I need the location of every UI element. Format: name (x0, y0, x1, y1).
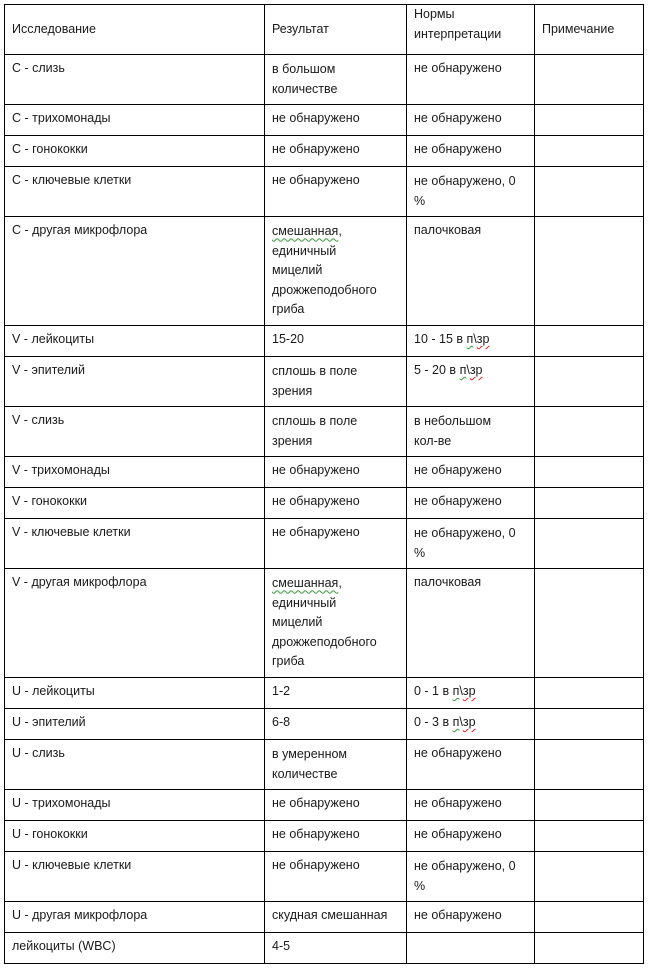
cell-norm (407, 167, 535, 217)
cell-result-text: сплошь в поле зрения (272, 364, 358, 398)
cell-note (535, 740, 644, 790)
cell-note (535, 407, 644, 457)
cell-result (265, 326, 407, 357)
cell-norm-text: палочковая (414, 575, 482, 589)
cell-norm-text: палочковая (414, 223, 482, 237)
cell-result (265, 55, 407, 105)
cell-result-text: не обнаружено (272, 111, 360, 125)
header-note-label: Примечание (542, 21, 615, 36)
cell-result-text: не обнаружено (272, 173, 360, 187)
cell-note (535, 933, 644, 964)
header-result (265, 5, 407, 55)
cell-note (535, 136, 644, 167)
spellcheck-mark: п (452, 715, 460, 729)
table-row (5, 326, 644, 357)
cell-norm (407, 821, 535, 852)
cell-test-text: U - ключевые клетки (12, 858, 132, 872)
cell-result-text: 1-2 (272, 684, 291, 698)
cell-result (265, 740, 407, 790)
cell-test (5, 740, 265, 790)
cell-norm-text: не обнаружено (414, 746, 502, 760)
table-row (5, 740, 644, 790)
cell-norm-text: в небольшом кол-ве (414, 414, 492, 448)
cell-norm-text: не обнаружено, 0 % (414, 174, 516, 208)
cell-note (535, 678, 644, 709)
cell-note (535, 902, 644, 933)
cell-norm (407, 55, 535, 105)
cell-test (5, 852, 265, 902)
header-test (5, 5, 265, 55)
cell-result (265, 407, 407, 457)
cell-norm-text: не обнаружено (414, 61, 502, 75)
cell-result (265, 678, 407, 709)
cell-test (5, 488, 265, 519)
cell-note (535, 217, 644, 326)
spellcheck-mark: зр (476, 332, 490, 346)
table-row (5, 167, 644, 217)
cell-norm (407, 852, 535, 902)
table-row (5, 488, 644, 519)
cell-test-text: V - ключевые клетки (12, 525, 131, 539)
results-table (4, 4, 644, 964)
cell-result-text: не обнаружено (272, 858, 360, 872)
cell-result-text: не обнаружено (272, 142, 360, 156)
cell-test (5, 790, 265, 821)
cell-test-text: V - слизь (12, 413, 65, 427)
cell-norm (407, 740, 535, 790)
cell-test-text: U - трихомонады (12, 796, 111, 810)
cell-norm (407, 790, 535, 821)
header-test-label: Исследование (12, 21, 96, 36)
cell-norm (407, 933, 535, 964)
cell-result-text: в большом количестве (272, 62, 338, 96)
cell-test-text: U - гонококки (12, 827, 88, 841)
spellcheck-mark: смешанная (272, 224, 339, 239)
table-row (5, 105, 644, 136)
cell-result (265, 488, 407, 519)
table-row (5, 790, 644, 821)
cell-norm-text: не обнаружено, 0 % (414, 526, 516, 560)
header-norm (407, 5, 535, 55)
cell-test-text: V - другая микрофлора (12, 575, 147, 589)
cell-note (535, 55, 644, 105)
cell-test-text: U - лейкоциты (12, 684, 95, 698)
cell-norm (407, 105, 535, 136)
cell-note (535, 821, 644, 852)
cell-result (265, 569, 407, 678)
cell-norm (407, 488, 535, 519)
spellcheck-mark: смешанная (272, 576, 339, 591)
table-row (5, 407, 644, 457)
cell-test (5, 569, 265, 678)
cell-result (265, 105, 407, 136)
cell-result-text: 15-20 (272, 332, 304, 346)
cell-result (265, 902, 407, 933)
cell-result (265, 709, 407, 740)
cell-norm (407, 217, 535, 326)
cell-result (265, 852, 407, 902)
table-row (5, 217, 644, 326)
cell-result-text: не обнаружено (272, 796, 360, 810)
cell-test (5, 136, 265, 167)
cell-note (535, 569, 644, 678)
cell-test (5, 457, 265, 488)
table-row (5, 821, 644, 852)
cell-test (5, 167, 265, 217)
cell-test-text: V - эпителий (12, 363, 85, 377)
cell-note (535, 852, 644, 902)
cell-test (5, 357, 265, 407)
cell-result-text: не обнаружено (272, 494, 360, 508)
cell-norm (407, 519, 535, 569)
cell-result (265, 821, 407, 852)
cell-test-text: С - ключевые клетки (12, 173, 132, 187)
cell-test-text: V - трихомонады (12, 463, 110, 477)
cell-norm-text: не обнаружено (414, 142, 502, 156)
cell-result (265, 457, 407, 488)
cell-norm (407, 902, 535, 933)
table-row (5, 457, 644, 488)
cell-norm-text: не обнаружено (414, 827, 502, 841)
cell-test (5, 217, 265, 326)
cell-norm (407, 709, 535, 740)
cell-result-text: смешанная, единичный мицелий дрожжеподобного гриба (272, 576, 377, 669)
cell-norm-text: не обнаружено, 0 % (414, 859, 516, 893)
spellcheck-mark: п (452, 684, 460, 698)
cell-test (5, 326, 265, 357)
cell-test (5, 55, 265, 105)
cell-test (5, 519, 265, 569)
cell-test (5, 709, 265, 740)
cell-test (5, 407, 265, 457)
cell-test-text: С - слизь (12, 61, 65, 75)
cell-note (535, 790, 644, 821)
cell-test-text: U - эпителий (12, 715, 86, 729)
spellcheck-mark: п (466, 332, 474, 346)
table-row (5, 852, 644, 902)
cell-test (5, 821, 265, 852)
cell-result-text: 6-8 (272, 715, 291, 729)
cell-test (5, 105, 265, 136)
cell-norm (407, 457, 535, 488)
cell-test (5, 933, 265, 964)
header-row (5, 5, 644, 55)
cell-note (535, 488, 644, 519)
header-note (535, 5, 644, 55)
cell-result-text: скудная смешанная (272, 908, 388, 922)
table-row (5, 569, 644, 678)
cell-norm-text: не обнаружено (414, 463, 502, 477)
cell-note (535, 457, 644, 488)
cell-result (265, 933, 407, 964)
table-row (5, 678, 644, 709)
table-row (5, 136, 644, 167)
cell-norm-text: 0 - 1 в п\зр (414, 684, 476, 698)
table-row (5, 709, 644, 740)
spellcheck-mark: зр (469, 363, 483, 377)
cell-result-text: сплошь в поле зрения (272, 414, 358, 448)
cell-result-text: смешанная, единичный мицелий дрожжеподобного гриба (272, 224, 377, 317)
cell-result-text: в умеренном количестве (272, 747, 348, 781)
cell-test-text: U - слизь (12, 746, 65, 760)
cell-result (265, 167, 407, 217)
cell-norm (407, 678, 535, 709)
cell-norm-text: 5 - 20 в п\зр (414, 363, 483, 377)
cell-result-text: не обнаружено (272, 827, 360, 841)
cell-test-text: лейкоциты (WBC) (12, 939, 116, 953)
cell-norm-text: не обнаружено (414, 908, 502, 922)
table-row (5, 55, 644, 105)
cell-note (535, 519, 644, 569)
table-row (5, 519, 644, 569)
cell-test (5, 678, 265, 709)
cell-result-text: не обнаружено (272, 525, 360, 539)
cell-note (535, 357, 644, 407)
cell-norm-text: не обнаружено (414, 111, 502, 125)
cell-test-text: С - гонококки (12, 142, 88, 156)
cell-note (535, 167, 644, 217)
cell-result (265, 357, 407, 407)
cell-test-text: С - другая микрофлора (12, 223, 148, 237)
cell-norm (407, 407, 535, 457)
cell-norm (407, 136, 535, 167)
header-result-label: Результат (272, 21, 329, 36)
cell-norm-text: не обнаружено (414, 796, 502, 810)
cell-note (535, 709, 644, 740)
spellcheck-mark: зр (462, 684, 476, 698)
cell-result-text: 4-5 (272, 939, 291, 953)
table-row (5, 933, 644, 964)
cell-norm (407, 326, 535, 357)
table-row (5, 357, 644, 407)
cell-test (5, 902, 265, 933)
cell-result (265, 790, 407, 821)
spellcheck-mark: п (459, 363, 467, 377)
cell-norm (407, 357, 535, 407)
cell-test-text: V - гонококки (12, 494, 88, 508)
cell-test-text: С - трихомонады (12, 111, 111, 125)
cell-norm-text: не обнаружено (414, 494, 502, 508)
cell-note (535, 326, 644, 357)
cell-norm (407, 569, 535, 678)
header-norm-label: Нормы интерпретации (414, 7, 502, 41)
cell-test-text: U - другая микрофлора (12, 908, 148, 922)
cell-norm-text: 0 - 3 в п\зр (414, 715, 476, 729)
spellcheck-mark: зр (462, 715, 476, 729)
cell-result-text: не обнаружено (272, 463, 360, 477)
cell-result (265, 519, 407, 569)
cell-test-text: V - лейкоциты (12, 332, 95, 346)
cell-norm-text: 10 - 15 в п\зр (414, 332, 490, 346)
cell-result (265, 217, 407, 326)
cell-note (535, 105, 644, 136)
cell-result (265, 136, 407, 167)
table-row (5, 902, 644, 933)
